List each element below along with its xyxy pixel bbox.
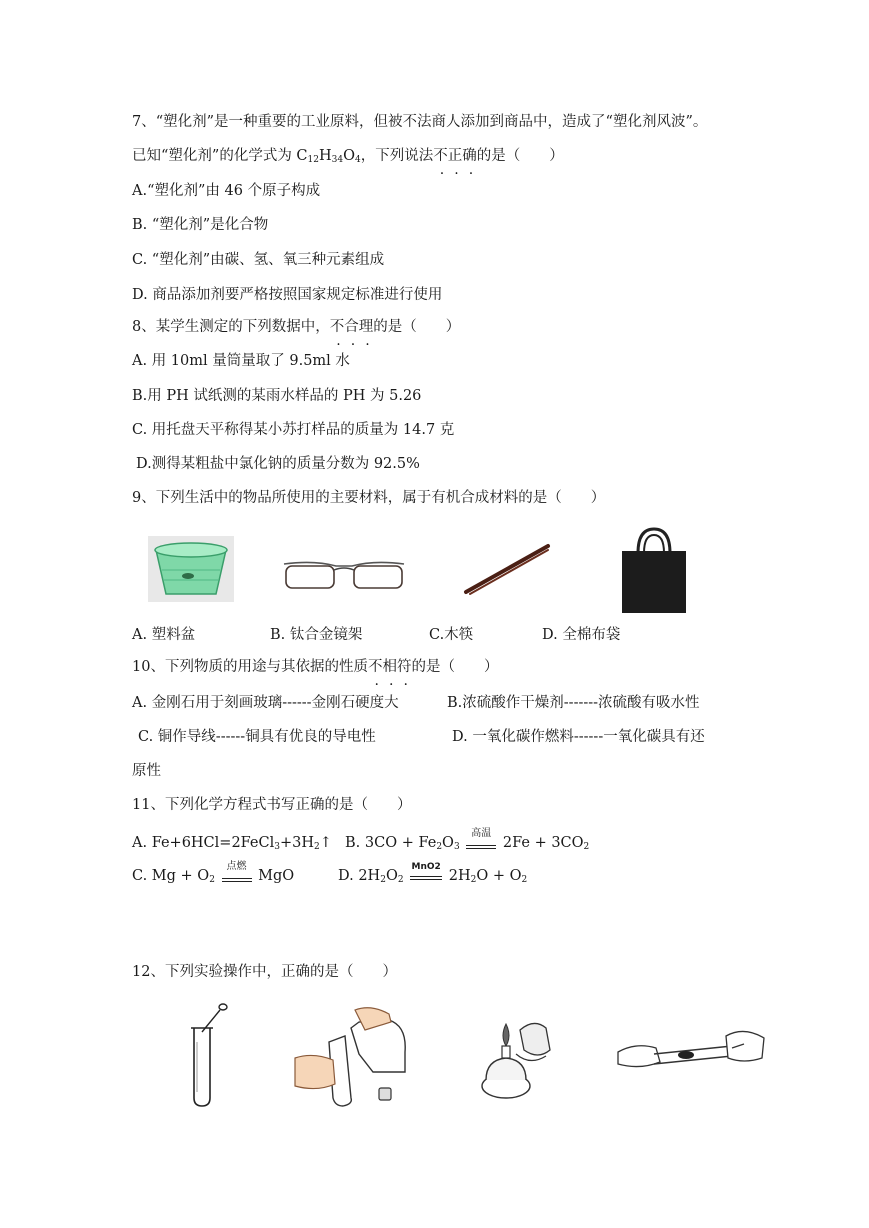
q8-stem: 8、某学生测定的下列数据中，不合理的是（ ）: [132, 319, 461, 335]
q10-option-a: A. 金刚石用于刻画玻璃------金刚石硬度大: [132, 695, 399, 711]
q12-stem: 12、下列实验操作中，正确的是（ ）: [132, 964, 397, 980]
q11-option-a: A. $Fe+6HCl=2FeCl_3+3H_2↑$: [132, 835, 332, 852]
q10-option-c: C. 铜作导线------铜具有优良的导电性: [138, 729, 376, 745]
q7-option-d: D. 商品添加剂要严格按照国家规定标准进行使用: [132, 287, 443, 303]
q10-option-d: D. 一氧化碳作燃料------一氧化碳具有还: [452, 729, 705, 745]
cotton-bag-image: [618, 527, 690, 615]
titanium-glasses-image: [280, 556, 408, 596]
q9-option-a: A. 塑料盆: [132, 627, 196, 643]
q7-option-b: B. “塑化剂”是化合物: [132, 217, 269, 233]
plastic-basin-image: [148, 536, 234, 602]
q7-stem-line2: 已知“塑化剂”的化学式为 $C_{12}H_{34}O_4$，下列说法不正确的是（ ）: [132, 148, 564, 165]
q7-option-a: A.“塑化剂”由 46 个原子构成: [132, 183, 321, 199]
high-temperature-condition: 高温: [464, 833, 498, 853]
q8-option-b: B.用 PH 试纸测的某雨水样品的 PH 为 5.26: [132, 388, 422, 404]
q7-option-c: C. “塑化剂”由碳、氢、氧三种元素组成: [132, 252, 385, 268]
alcohol-lamp-lighting-image: [476, 1010, 556, 1100]
q10-option-b: B.浓硫酸作干燥剂-------浓硫酸有吸水性: [447, 695, 700, 711]
q11-stem: 11、下列化学方程式书写正确的是（ ）: [132, 797, 412, 813]
q11-option-b: B. $3CO + Fe_2O_3$ 高温 $2Fe + 3CO_2$: [345, 828, 590, 852]
q11-option-d: D. $2H_2O_2$ MnO2 $2H_2O + O_2$: [338, 862, 528, 885]
q8-option-d: D.测得某粗盐中氯化钠的质量分数为 92.5%: [136, 456, 420, 472]
wooden-chopsticks-image: [462, 540, 552, 596]
q9-option-d: D. 全棉布袋: [542, 627, 621, 643]
q9-stem: 9、下列生活中的物品所使用的主要材料，属于有机合成材料的是（ ）: [132, 490, 606, 506]
pouring-liquid-image: [293, 1000, 417, 1110]
catalyst-condition: MnO2: [408, 866, 444, 886]
q7-stem-line1: 7、“塑化剂”是一种重要的工业原料，但被不法商人添加到商品中，造成了“塑化剂风波”。: [132, 114, 708, 130]
q9-option-c: C.木筷: [429, 627, 474, 643]
heating-test-tube-image: [616, 1018, 766, 1078]
q9-option-b: B. 钛合金镜架: [270, 627, 363, 643]
q8-option-c: C. 用托盘天平称得某小苏打样品的质量为 14.7 克: [132, 422, 455, 438]
q8-option-a: A. 用 10ml 量筒量取了 9.5ml 水: [132, 353, 350, 369]
q10-option-d-continued: 原性: [132, 763, 161, 779]
q10-stem: 10、下列物质的用途与其依据的性质不相符的是（ ）: [132, 659, 499, 675]
q11-option-c: C. $Mg + O_2$ 点燃 MgO: [132, 861, 295, 885]
dropper-into-test-tube-image: [188, 1002, 232, 1108]
ignition-condition: 点燃: [220, 866, 254, 886]
